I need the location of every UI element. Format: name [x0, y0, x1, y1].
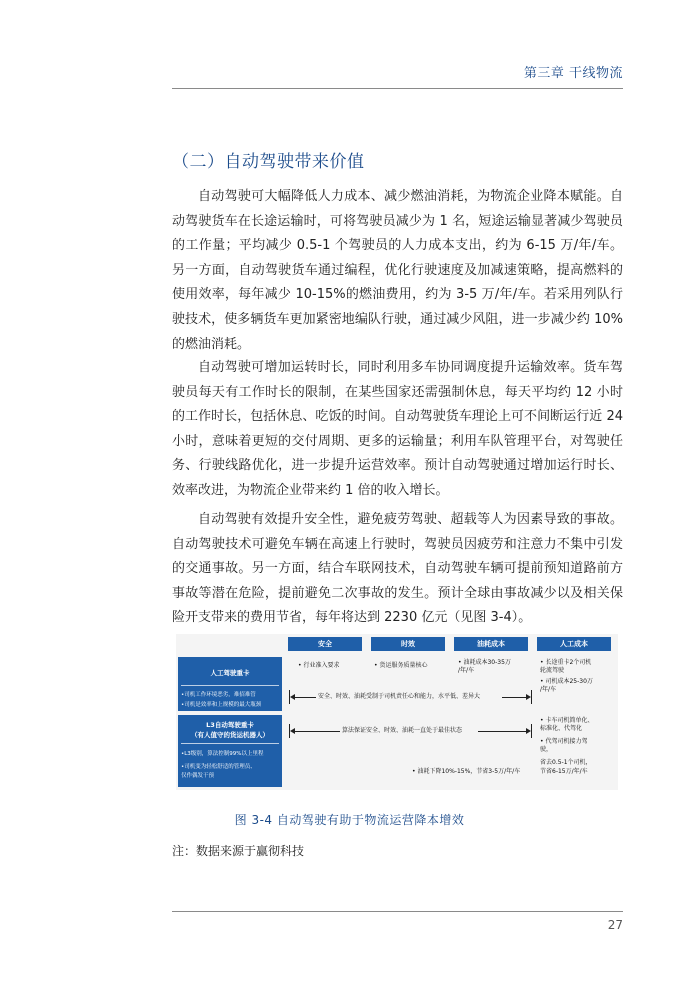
row3-text: 算法保证安全、时效、油耗一直处于最佳状态: [342, 727, 463, 734]
manual-truck-box: [178, 657, 282, 711]
page-number: 27: [607, 918, 623, 932]
row4-labor: 驶，: [540, 746, 553, 753]
source-note: 注：数据来源于赢彻科技: [172, 844, 305, 858]
arrow-line: [502, 697, 526, 698]
row4-labor: 节省6-15万/年/车: [540, 768, 588, 775]
paragraph-efficiency: 自动驾驶可增加运转时长，同时利用多车协同调度提升运输效率。货车驾驶员每天有工作时长的限制，在某些国家还需强制休息，每天平均约 12 小时的工作时长，包括休息、吃饭的时间。自动驾驶货车理论上可不间断运行近 24 小时，意味着更短的交付周期、更多的运输量；利用车队管理平台，对驾驶任务、行驶线路优化，进一步提升运营效率。预计自动驾驶通过增加运行时长、效率改进，为物流企业带来约 1 倍的收入增长。: [172, 360, 623, 498]
column-header-safety: 安全: [288, 637, 362, 651]
row4-labor: • 卡车司机简单化、: [540, 717, 594, 724]
row4-labor: 标准化、代驾化: [540, 725, 583, 732]
footer-divider: [172, 911, 623, 912]
row1-fuel: /年/车: [458, 667, 475, 674]
figure-caption: 图 3-4 自动驾驶有助于物流运营降本增效: [234, 813, 465, 827]
arrow-line: [478, 731, 526, 732]
row1-timing: • 货运服务质量核心: [374, 662, 428, 669]
row1-labor: 轮流驾驶: [540, 667, 565, 674]
paragraph-safety: 自动驾驶有效提升安全性，避免疲劳驾驶、超载等人为因素导致的事故。自动驾驶技术可避免车辆在高速上行驶时，驾驶员因疲劳和注意力不集中引发的交通事故。另一方面，结合车联网技术，自动驾驶车辆可提前预知道路前方事故等潜在危险，提前避免二次事故的发生。预计全球由事故减少以及相关保险开支带来的费用节省，每年将达到 2230 亿元（见图 3-4）。: [172, 512, 623, 626]
row4-fuel: • 油耗下降10%-15%，节省3-5万/年/车: [412, 768, 521, 775]
manual-truck-line: •司机是效率和上规模的最大瓶颈: [181, 702, 262, 708]
row4-labor: • 代驾司机接力驾: [540, 738, 588, 745]
l3-truck-title: L3自动驾驶重卡: [206, 721, 254, 729]
manual-truck-line: •司机工作环境恶劣，难招难管: [181, 692, 256, 698]
row1-labor: • 长途重卡2个司机: [540, 659, 592, 666]
column-header-labor: 人工成本: [537, 637, 611, 651]
row1-safety: • 行业准入要求: [298, 662, 340, 669]
row1-labor: /年/车: [540, 686, 557, 693]
l3-truck-subtitle: （有人值守的货运机器人）: [191, 731, 269, 739]
l3-truck-line: 仅作偶发干预: [181, 773, 215, 779]
manual-truck-title: 人工驾驶重卡: [210, 669, 250, 677]
arrow-line: [294, 731, 340, 732]
row4-labor: 省去0.5-1个司机，: [540, 759, 592, 766]
figure-3-4: [176, 634, 618, 790]
column-header-fuel: 油耗成本: [454, 637, 528, 651]
arrow-line: [294, 697, 316, 698]
arrow-bracket: [531, 724, 532, 738]
box-divider: [181, 743, 279, 744]
l3-truck-line: •司机变为轻松舒适的管理员、: [181, 764, 256, 770]
l3-truck-box: [178, 715, 282, 787]
column-header-timing: 时效: [371, 637, 445, 651]
header-divider: [172, 88, 623, 89]
section-title: （二）自动驾驶带来价值: [172, 152, 365, 172]
box-divider: [181, 685, 279, 686]
paragraph-cost: 自动驾驶可大幅降低人力成本、减少燃油消耗，为物流企业降本赋能。自动驾驶货车在长途运输时，可将驾驶员减少为 1 名，短途运输显著减少驾驶员的工作量；平均减少 0.5-1 个驾驶员的人力成本支出，约为 6-15 万/年/车。另一方面，自动驾驶货车通过编程，优化行驶速度及加减速策略，提高燃料的使用效率，每年减少 10-15%的燃油费用，约为 3-5 万/年/车。若采用列队行驶技术，使多辆货车更加紧密地编队行驶，通过减少风阻，进一步减少约 10%的燃油消耗。: [172, 189, 623, 352]
l3-truck-line: •L3级别，算法控制99%以上里程: [181, 751, 264, 757]
row2-text: 安全、时效、油耗受制于司机责任心和能力，水平低、差异大: [318, 693, 481, 700]
arrow-bracket: [531, 690, 532, 704]
row1-labor: • 司机成本25-30万: [540, 678, 593, 685]
row1-fuel: • 油耗成本30-35万: [458, 659, 511, 666]
chapter-header: 第三章 干线物流: [523, 66, 623, 81]
